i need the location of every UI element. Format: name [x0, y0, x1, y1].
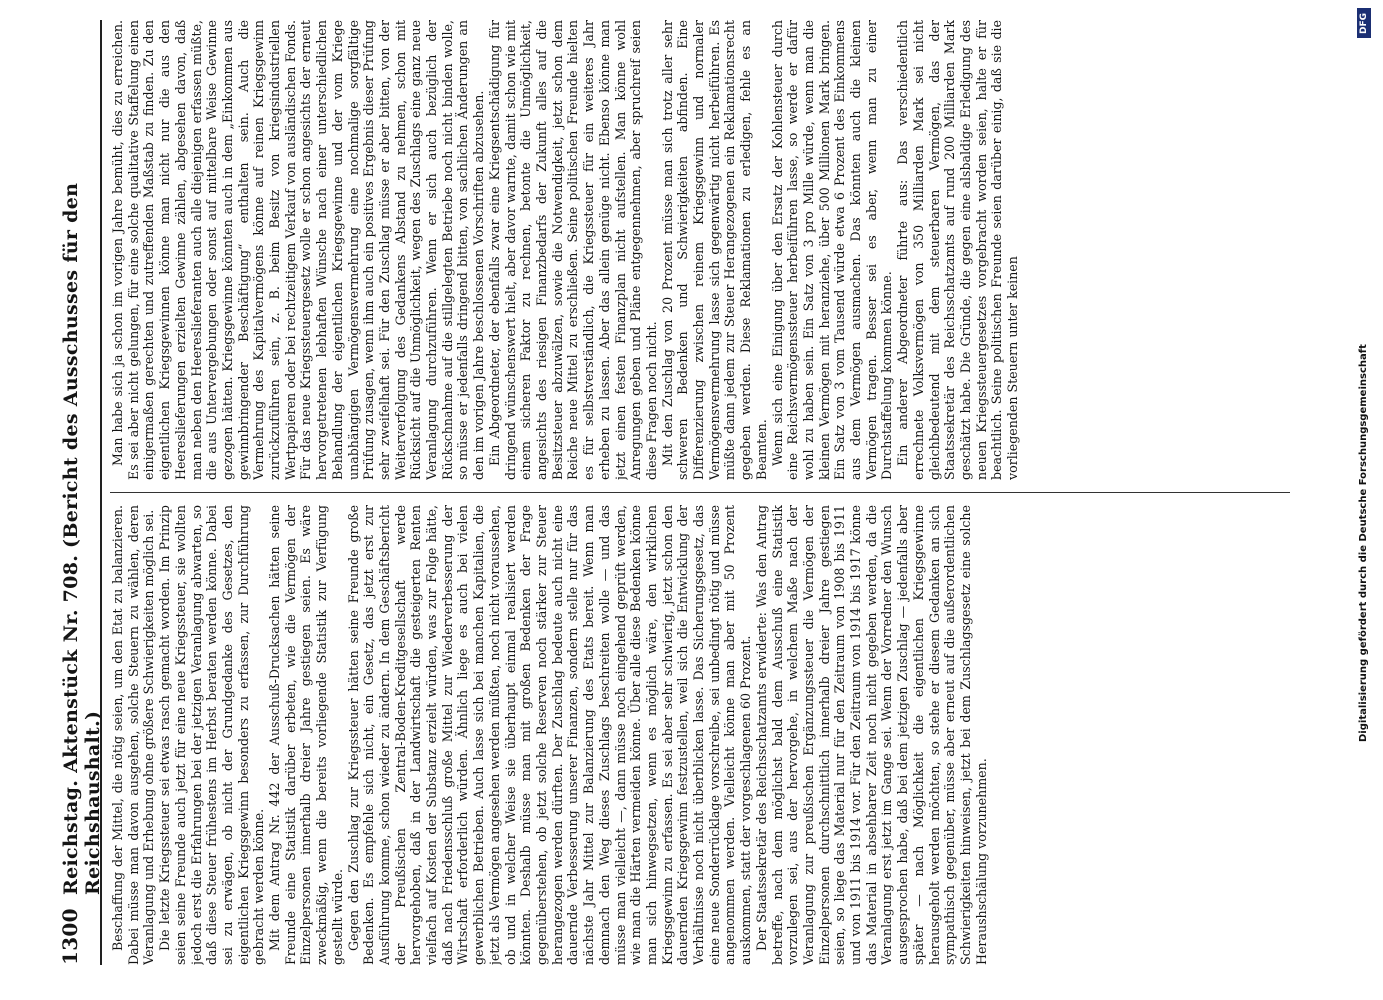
paragraph: Gegen den Zuschlag zur Kriegssteuer hätten seine Freunde große Bedenken. Es empfehle sich nicht, ein Gesetz, das jetzt erst zur Ausführung komme, schon wieder zu ändern. In dem Geschäftsbericht der Preußischen Zentral-Boden-Kreditgesellschaft werde hervorgehoben, daß in der Landwirtschaft die gesteigerten Renten vielfach auf Kosten der Substanz erzielt würden, was zur Folge hätte, daß nach Friedensschluß große Mittel zur Wiederverbesserung der Wirtschaft erforderlich würden. Ähnlich liege es auch bei vielen gewerblichen Betrieben. Auch lasse sich bei manchen Kapitalien, die jetzt als Vermögen angesehen werden müßten, noch nicht voraussehen, ob und in welcher Weise sie überhaupt einmal realisiert werden könnten. Deshalb müsse man mit großen Bedenken der Frage gegenüberstehen, ob jetzt solche Reserven noch stärker zur Steuer herangezogen werden dürften. Der Zuschlag bedeute auch nicht eine dauernde Verbesserung unserer Finanzen, sondern stelle nur für das nächste Jahr Mittel zur Balanzierung des Etats bereit. Wenn man demnach den Weg dieses Zuschlags beschreiten wolle — und das müsse man vielleicht —, dann müsse noch eingehend geprüft werden, wie man die Härten vermeiden könne. Über alle diese Bedenken könne man sich hinwegsetzen, wenn es möglich wäre, den wirklichen Kriegsgewinn zu erfassen. Es sei aber sehr schwierig, jetzt schon den dauernden Kriegsgewinn festzustellen, weil sich die Entwicklung der Verhältnisse noch nicht überblicken lasse. Das Sicherungsgesetz, das eine neue Sonderrücklage vorschreibe, sei unbedingt nötig und müsse angenommen werden. Vielleicht könne man aber mit 50 Prozent auskommen, statt der vorgeschlagenen 60 Prozent. — [345, 505, 754, 965]
text-column-right — [110, 20, 1290, 480]
paragraph: Beschaffung der Mittel, die nötig seien, um den Etat zu balanzieren. Dabei müsse man davon ausgehen, solche Steuern zu wählen, deren Veranlagung und Erhebung ohne größere Schwierigkeiten möglich sei. — [110, 505, 157, 965]
page-number: 1300 — [58, 908, 82, 965]
paragraph: Man habe sich ja schon im vorigen Jahre bemüht, dies zu erreichen. Es sei aber nicht gelungen, für eine solche qualitative Staffelung einen einigermaßen gerechten und zutreffenden Maßstab zu finden. Zu den eigentlichen Kriegsgewinnen könne man nicht nur die aus den Heereslieferungen erzielten Gewinne zählen, abgesehen davon, daß man neben den Heereslieferanten auch alle diejenigen erfassen müßte, die aus Untervergebungen oder sonst auf mittelbare Weise Gewinne gezogen hätten. Kriegsgewinne könnten auch in dem „Einkommen aus gewinnbringender Beschäftigung“ enthalten sein. Auch die Vermehrung des Kapitalvermögens könne auf reinen Kriegsgewinn zurückzuführen sein, z. B. beim Besitz von kriegsindustriellen Wertpapieren oder bei rechtzeitigem Verkauf von ausländischen Fonds. Für das neue Kriegssteuergesetz wolle er schon angesichts der erneut hervorgetretenen lebhaften Wünsche nach einer unterschiedlichen Behandlung der eigentlichen Kriegsgewinne und der vom Kriege unabhängigen Vermögensvermehrung eine nochmalige sorgfältige Prüfung zusagen, wenn ihm auch ein positives Ergebnis dieser Prüfung sehr zweifelhaft sei. Für den Zuschlag müsse er aber bitten, von der Weiterverfolgung des Gedankens Abstand zu nehmen, schon mit Rücksicht auf die Unmöglichkeit, wegen des Zuschlags eine ganz neue Veranlagung durchzuführen. Wenn er sich auch bezüglich der Rückschnahme auf die stillgelegten Betriebe noch nicht binden wolle, so müsse er jedenfalls dringend bitten, von sachlichen Änderungen an den im vorigen Jahre beschlossenen Vorschriften abzusehen. — [110, 20, 487, 480]
document-sheet — [58, 20, 1308, 965]
paragraph: Mit den Zuschlag von 20 Prozent müsse man sich trotz aller sehr schweren Bedenken und Schwierigkeiten abfinden. Eine Differenzierung zwischen reinem Kriegsgewinn und normaler Vermögensvermehrung lasse sich gegenwärtig nicht herbeiführen. Es müßte dann jedem zur Steuer Herangezogenen ein Reklamationsrecht gegeben werden. Diese Reklamationen zu erledigen, fehle es an Beamten. — [659, 20, 769, 480]
paragraph: Der Staatssekretär des Reichsschatzamts erwiderte: Was den Antrag betreffe, nach dem möglichst bald dem Ausschuß eine Statistik vorzulegen sei, aus der hervorgehe, in welchem Maße nach der Veranlagung zur preußischen Ergänzungssteuer die Vermögen der Einzelpersonen durchschnittlich innerhalb dreier Jahre gestiegen seien, so liege das Material nur für den Zeitraum von 1908 bis 1911 und von 1911 bis 1914 vor. Für den Zeitraum von 1914 bis 1917 könne das Material in absehbarer Zeit noch nicht gegeben werden, da die Veranlagung erst jetzt im Gange sei. Wenn der Vorredner den Wunsch ausgesprochen habe, daß bei dem jetzigen Zuschlag — jedenfalls aber später — nach Möglichkeit die eigentlichen Kriegsgewinne herausgeholt werden möchten, so stehe er diesem Gedanken an sich sympathisch gegenüber, müsse aber erneut auf die außerordentlichen Schwierigkeiten hinweisen, jetzt bei dem Zuschlagsgesetz eine solche Heraushschälung vorzunehmen. — [753, 505, 989, 965]
paragraph: Mit dem Antrag Nr. 442 der Ausschuß-Drucksachen hätten seine Freunde eine Statistik darüber erbeten, wie die Vermögen der Einzelpersonen innerhalb dreier Jahre gestiegen seien. Es wäre zweckmäßig, wenn die bereits vorliegende Statistik zur Verfügung gestellt würde. — [267, 505, 345, 965]
column-divider — [110, 492, 1290, 493]
running-title: Reichstag. Aktenstück Nr. 708. (Bericht des Ausschusses für den Reichshaushalt.) — [60, 182, 104, 895]
paragraph: Die letzte Kriegssteuer sei etwas rasch gemacht worden. Im Prinzip seien seine Freunde auch jetzt für eine neue Kriegssteuer, sie wollten jedoch erst die Erfahrungen bei der jetzigen Veranlagung abwarten, so daß diese Steuer frühestens im Herbst beraten werden könne. Dabei sei zu erwägen, ob nicht der Grundgedanke des Gesetzes, den eigentlichen Kriegsgewinn besonders zu erfassen, zur Durchführung gebracht werden könne. — [157, 505, 267, 965]
text-column-left — [110, 505, 1290, 965]
paragraph: Ein anderer Abgeordneter führte aus: Das verschiedentlich errechnete Volksvermögen von 350 Milliarden Mark sei nicht gleichbedeutend mit dem steuerbaren Vermögen, das der Staatssekretär des Reichsschatzamts auf rund 200 Milliarden Mark geschätzt habe. Die Gründe, die gegen eine alsbaldige Erledigung des neuen Kriegssteuergesetzes vorgebracht worden seien, halte er für beachtlich. Seine politischen Freunde seien darüber einig, daß sie die vorliegenden Steuern unter keinen — [895, 20, 1021, 480]
digitization-credit: Digitalisierung gefördert durch die Deutsche Forschungsgemeinschaft — [1358, 344, 1369, 742]
dfg-logo-icon: DFG — [1357, 8, 1371, 38]
paragraph: Ein Abgeordneter, der ebenfalls zwar eine Kriegsentschädigung für dringend wünschenswert hielt, aber davor warnte, damit schon wie mit einem sicheren Faktor zu rechnen, betonte die Unmöglichkeit, angesichts des riesigen Finanzbedarfs der Zukunft alles auf die Besitzsteuer abzuwälzen, sowie die Notwendigkeit, jetzt schon dem Reiche neue Mittel zu erschließen. Seine politischen Freunde hielten es für selbstverständlich, die Kriegssteuer für ein weiteres Jahr erheben zu lassen. Aber das allein genüge nicht. Ebenso könne man jetzt einen festen Finanzplan nicht aufstellen. Man könne wohl Anregungen geben und Pläne entgegennehmen, aber spruchreif seien diese Fragen noch nicht. — [486, 20, 659, 480]
running-header — [58, 20, 104, 965]
header-rule — [100, 20, 102, 965]
paragraph: Wenn sich eine Einigung über den Ersatz der Kohlensteuer durch eine Reichsvermögenssteuer herbeiführen lasse, so werde er dafür wohl zu haben sein. Ein Satz von 3 pro Mille würde, wenn man die kleinen Vermögen mit heranziehe, über 500 Millionen Mark bringen. Ein Satz von 3 vom Tausend würde etwa 6 Prozent des Einkommens aus dem Vermögen ausmachen. Das könnten auch die kleinen Vermögen tragen. Besser sei es aber, wenn man zu einer Durchstaffelung kommen könne. — [769, 20, 895, 480]
